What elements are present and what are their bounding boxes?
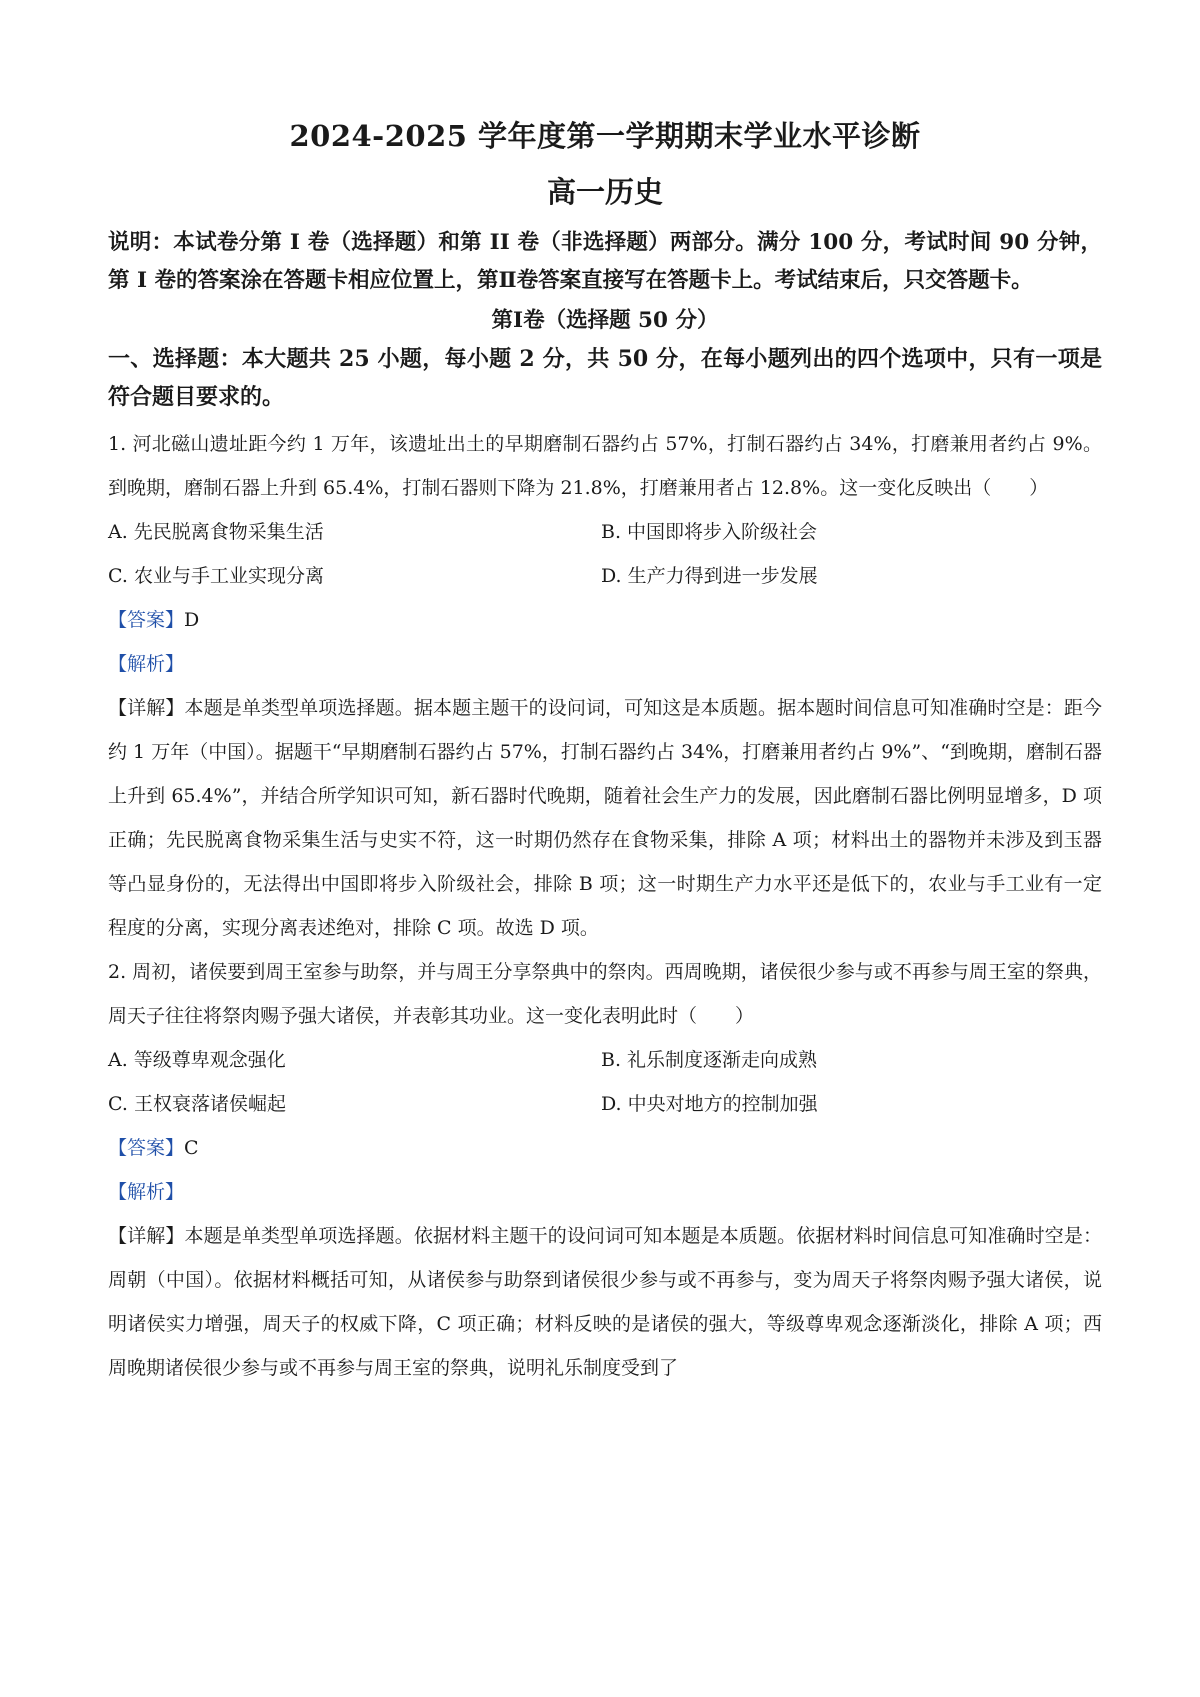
option-d: D. 生产力得到进一步发展: [601, 565, 818, 587]
analysis-line: [108, 642, 1102, 686]
section-heading: 第Ⅰ卷（选择题 50 分）: [491, 308, 719, 333]
question-1: [108, 422, 1102, 950]
option-c: C. 王权衰落诸侯崛起: [108, 1093, 286, 1115]
option-c: C. 农业与手工业实现分离: [108, 565, 324, 587]
exam-title: 2024-2025 学年度第一学期期末学业水平诊断: [289, 119, 921, 153]
option-b: B. 礼乐制度逐渐走向成熟: [601, 1049, 818, 1071]
option-list: [108, 510, 1102, 598]
answer-tag: 【答案】: [108, 609, 185, 631]
exam-subject: 高一历史: [546, 175, 663, 209]
question-stem: 2. 周初，诸侯要到周王室参与助祭，并与周王分享祭典中的祭肉。西周晚期，诸侯很少参与或不再参与周王室的祭典，周天子往往将祭肉赐予强大诸侯，并表彰其功业。这一变化表明此时（ ）: [108, 961, 1102, 1027]
option-b: B. 中国即将步入阶级社会: [601, 521, 818, 543]
answer-value: D: [184, 609, 200, 631]
part-heading: 一、选择题：本大题共 25 小题，每小题 2 分，共 50 分，在每小题列出的四个选项中，只有一项是符合题目要求的。: [108, 346, 1102, 410]
detail-explanation: 【详解】本题是单类型单项选择题。据本题主题干的设问词，可知这是本质题。据本题时间信息可知准确时空是：距今约 1 万年（中国）。据题干“早期磨制石器约占 57%，打制石器约占 34%，打磨兼用者约占 9%”、“到晚期，磨制石器上升到 65.4%”，并结合所学知识可知，新石器时代晚期，随着社会生产力的发展，因此磨制石器比例明显增多，D 项正确；先民脱离食物采集生活与史实不符，这一时期仍然存在食物采集，排除 A 项；材料出土的器物并未涉及到玉器等凸显身份的，无法得出中国即将步入阶级社会，排除 B 项；这一时期生产力水平还是低下的，农业与手工业有一定程度的分离，实现分离表述绝对，排除 C 项。故选 D 项。: [108, 697, 1102, 939]
option-list: [108, 1038, 1102, 1126]
exam-instructions: 说明：本试卷分第 I 卷（选择题）和第 II 卷（非选择题）两部分。满分 100 分，考试时间 90 分钟，第 I 卷的答案涂在答题卡相应位置上，第Ⅱ卷答案直接写在答题卡上。考试结束后，只交答题卡。: [108, 230, 1102, 293]
question-stem: 1. 河北磁山遗址距今约 1 万年，该遗址出土的早期磨制石器约占 57%，打制石器约占 34%，打磨兼用者约占 9%。到晚期，磨制石器上升到 65.4%，打制石器则下降为 21.8%，打磨兼用者占 12.8%。这一变化反映出（ ）: [108, 433, 1102, 499]
answer-tag: 【答案】: [108, 1137, 185, 1159]
option-a: A. 先民脱离食物采集生活: [108, 521, 324, 543]
analysis-tag: 【解析】: [108, 653, 185, 675]
answer-value: C: [184, 1137, 199, 1159]
analysis-line: [108, 1170, 1102, 1214]
question-2: [108, 950, 1102, 1390]
detail-explanation: 【详解】本题是单类型单项选择题。依据材料主题干的设问词可知本题是本质题。依据材料时间信息可知准确时空是：周朝（中国）。依据材料概括可知，从诸侯参与助祭到诸侯很少参与或不再参与，变为周天子将祭肉赐予强大诸侯，说明诸侯实力增强，周天子的权威下降，C 项正确；材料反映的是诸侯的强大，等级尊卑观念逐渐淡化，排除 A 项；西周晚期诸侯很少参与或不再参与周王室的祭典，说明礼乐制度受到了: [108, 1225, 1102, 1379]
option-a: A. 等级尊卑观念强化: [108, 1049, 286, 1071]
answer-line: [108, 1126, 1102, 1170]
analysis-tag: 【解析】: [108, 1181, 185, 1203]
option-d: D. 中央对地方的控制加强: [601, 1093, 818, 1115]
answer-line: [108, 598, 1102, 642]
